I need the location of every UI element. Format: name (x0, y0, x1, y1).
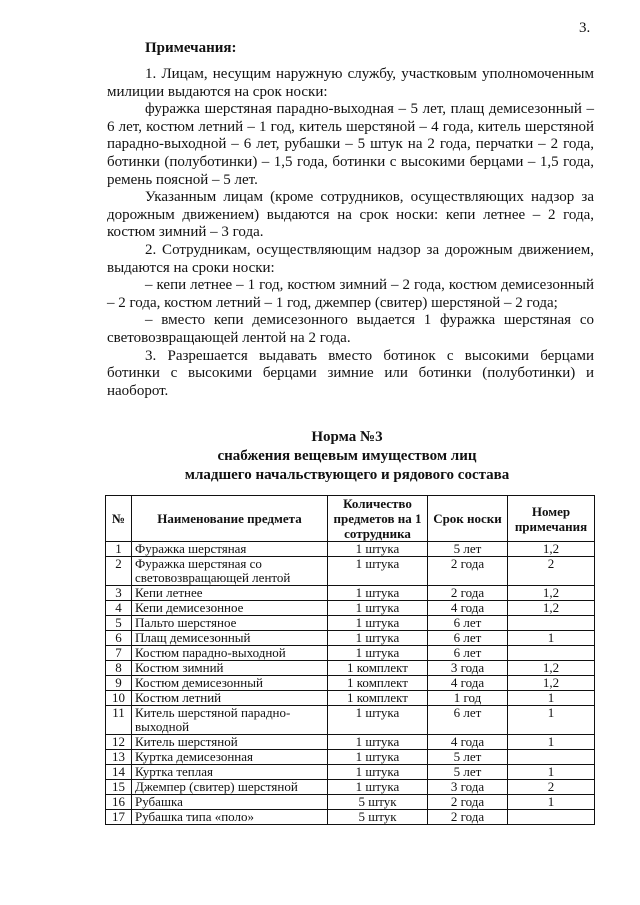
row-num: 8 (106, 661, 132, 676)
row-note: 1 (508, 735, 595, 750)
table-header-row (106, 496, 595, 542)
header-num: № (106, 496, 132, 542)
row-name: Рубашка (132, 795, 328, 810)
row-qty: 1 штука (328, 706, 428, 735)
row-name: Костюм летний (132, 691, 328, 706)
norm-subtitle: младшего начальствующего и рядового состава (184, 467, 510, 483)
row-term: 4 года (428, 676, 508, 691)
note-paragraph: 1. Лицам, несущим наружную службу, участковым уполномоченным милиции выдаются на срок носки: (107, 66, 594, 100)
row-num: 14 (106, 765, 132, 780)
row-qty: 1 штука (328, 765, 428, 780)
row-term: 4 года (428, 601, 508, 616)
row-qty: 1 штука (328, 750, 428, 765)
row-note: 1 (508, 765, 595, 780)
row-note: 1,2 (508, 661, 595, 676)
row-qty: 5 штук (328, 810, 428, 825)
norm-subtitle: снабжения вещевым имуществом лиц (217, 448, 477, 464)
row-note: 1 (508, 691, 595, 706)
row-term: 2 года (428, 810, 508, 825)
row-num: 7 (106, 646, 132, 661)
row-note (508, 616, 595, 631)
page-number: 3. (579, 20, 591, 36)
row-term: 5 лет (428, 765, 508, 780)
row-num: 4 (106, 601, 132, 616)
row-name: Плащ демисезонный (132, 631, 328, 646)
table-row (106, 810, 595, 825)
row-note (508, 810, 595, 825)
row-qty: 1 комплект (328, 661, 428, 676)
row-term: 6 лет (428, 631, 508, 646)
row-note: 1 (508, 795, 595, 810)
row-term: 1 год (428, 691, 508, 706)
table-row (106, 661, 595, 676)
row-qty: 1 штука (328, 631, 428, 646)
row-num: 5 (106, 616, 132, 631)
row-qty: 1 штука (328, 586, 428, 601)
table-row (106, 676, 595, 691)
table-row (106, 750, 595, 765)
row-num: 12 (106, 735, 132, 750)
row-term: 4 года (428, 735, 508, 750)
row-num: 9 (106, 676, 132, 691)
row-name: Китель шерстяной парадно-выходной (132, 706, 328, 735)
row-note: 2 (508, 557, 595, 586)
row-num: 1 (106, 542, 132, 557)
row-name: Китель шерстяной (132, 735, 328, 750)
row-num: 10 (106, 691, 132, 706)
row-name: Фуражка шерстяная (132, 542, 328, 557)
row-note: 1,2 (508, 676, 595, 691)
note-paragraph: 3. Разрешается выдавать вместо ботинок с высокими берцами ботинки с высокими берцами зимние или ботинки (полуботинки) и наоборот. (107, 347, 594, 399)
row-name: Фуражка шерстяная со световозвращающей лентой (132, 557, 328, 586)
row-qty: 1 штука (328, 616, 428, 631)
row-name: Рубашка типа «поло» (132, 810, 328, 825)
row-num: 11 (106, 706, 132, 735)
row-note: 1 (508, 631, 595, 646)
table-row (106, 601, 595, 616)
notes-title: Примечания: (145, 40, 237, 56)
row-term: 2 года (428, 795, 508, 810)
table-row (106, 542, 595, 557)
row-qty: 1 штука (328, 542, 428, 557)
row-note: 1,2 (508, 601, 595, 616)
header-note: Номер примечания (508, 496, 595, 542)
row-note (508, 750, 595, 765)
row-qty: 1 комплект (328, 691, 428, 706)
row-term: 2 года (428, 586, 508, 601)
row-name: Джемпер (свитер) шерстяной (132, 780, 328, 795)
header-term: Срок носки (428, 496, 508, 542)
row-name: Костюм зимний (132, 661, 328, 676)
row-qty: 1 комплект (328, 676, 428, 691)
row-qty: 1 штука (328, 780, 428, 795)
norm-table (105, 495, 595, 825)
row-name: Куртка теплая (132, 765, 328, 780)
row-num: 3 (106, 586, 132, 601)
row-note: 1,2 (508, 586, 595, 601)
note-paragraph: 2. Сотрудникам, осуществляющим надзор за дорожным движением, выдаются на сроки носки: (107, 241, 594, 276)
notes-body (107, 66, 594, 400)
row-qty: 1 штука (328, 735, 428, 750)
row-qty: 1 штука (328, 601, 428, 616)
table-row (106, 631, 595, 646)
row-num: 2 (106, 557, 132, 586)
table-row (106, 735, 595, 750)
note-paragraph: фуражка шерстяная парадно-выходная – 5 лет, плащ демисезонный – 6 лет, костюм летний – 1 год, китель шерстяной – 4 года, китель шерстяной парадно-выходной – 6 лет, рубашки – 5 штук на 2 года, перчатки – 2 года, ботинки (полуботинки) – 1,5 года, ботинки с высокими берцами – 1,5 года, ремень поясной – 5 лет. (107, 101, 594, 188)
table-row (106, 691, 595, 706)
row-term: 3 года (428, 661, 508, 676)
table-row (106, 795, 595, 810)
row-name: Кепи демисезонное (132, 601, 328, 616)
norm-title: Норма №3 (311, 429, 383, 445)
note-paragraph: Указанным лицам (кроме сотрудников, осуществляющих надзор за дорожным движением) выдаются на срок носки: кепи летнее – 2 года, костюм зимний – 3 года. (107, 189, 594, 241)
row-qty: 1 штука (328, 646, 428, 661)
row-note: 2 (508, 780, 595, 795)
row-term: 3 года (428, 780, 508, 795)
row-num: 16 (106, 795, 132, 810)
note-paragraph: – кепи летнее – 1 год, костюм зимний – 2 года, костюм демисезонный – 2 года, костюм летний – 1 год, джемпер (свитер) шерстяной – 2 года; (107, 277, 594, 311)
row-name: Куртка демисезонная (132, 750, 328, 765)
row-num: 17 (106, 810, 132, 825)
row-note: 1 (508, 706, 595, 735)
row-qty: 1 штука (328, 557, 428, 586)
row-num: 15 (106, 780, 132, 795)
row-term: 6 лет (428, 706, 508, 735)
table-row (106, 780, 595, 795)
table-row (106, 557, 595, 586)
row-num: 6 (106, 631, 132, 646)
row-term: 6 лет (428, 616, 508, 631)
row-qty: 5 штук (328, 795, 428, 810)
norm-heading (100, 428, 594, 485)
row-name: Пальто шерстяное (132, 616, 328, 631)
row-note (508, 646, 595, 661)
row-name: Кепи летнее (132, 586, 328, 601)
row-name: Костюм парадно-выходной (132, 646, 328, 661)
table-row (106, 616, 595, 631)
row-term: 6 лет (428, 646, 508, 661)
table-body (106, 542, 595, 825)
row-term: 2 года (428, 557, 508, 586)
row-note: 1,2 (508, 542, 595, 557)
row-name: Костюм демисезонный (132, 676, 328, 691)
row-term: 5 лет (428, 542, 508, 557)
table-row (106, 586, 595, 601)
table-row (106, 706, 595, 735)
header-qty: Количество предметов на 1 сотрудника (328, 496, 428, 542)
row-num: 13 (106, 750, 132, 765)
row-term: 5 лет (428, 750, 508, 765)
header-name: Наименование предмета (132, 496, 328, 542)
table-row (106, 646, 595, 661)
note-paragraph: – вместо кепи демисезонного выдается 1 фуражка шерстяная со световозвращающей лентой на 2 года. (107, 312, 594, 346)
table-row (106, 765, 595, 780)
